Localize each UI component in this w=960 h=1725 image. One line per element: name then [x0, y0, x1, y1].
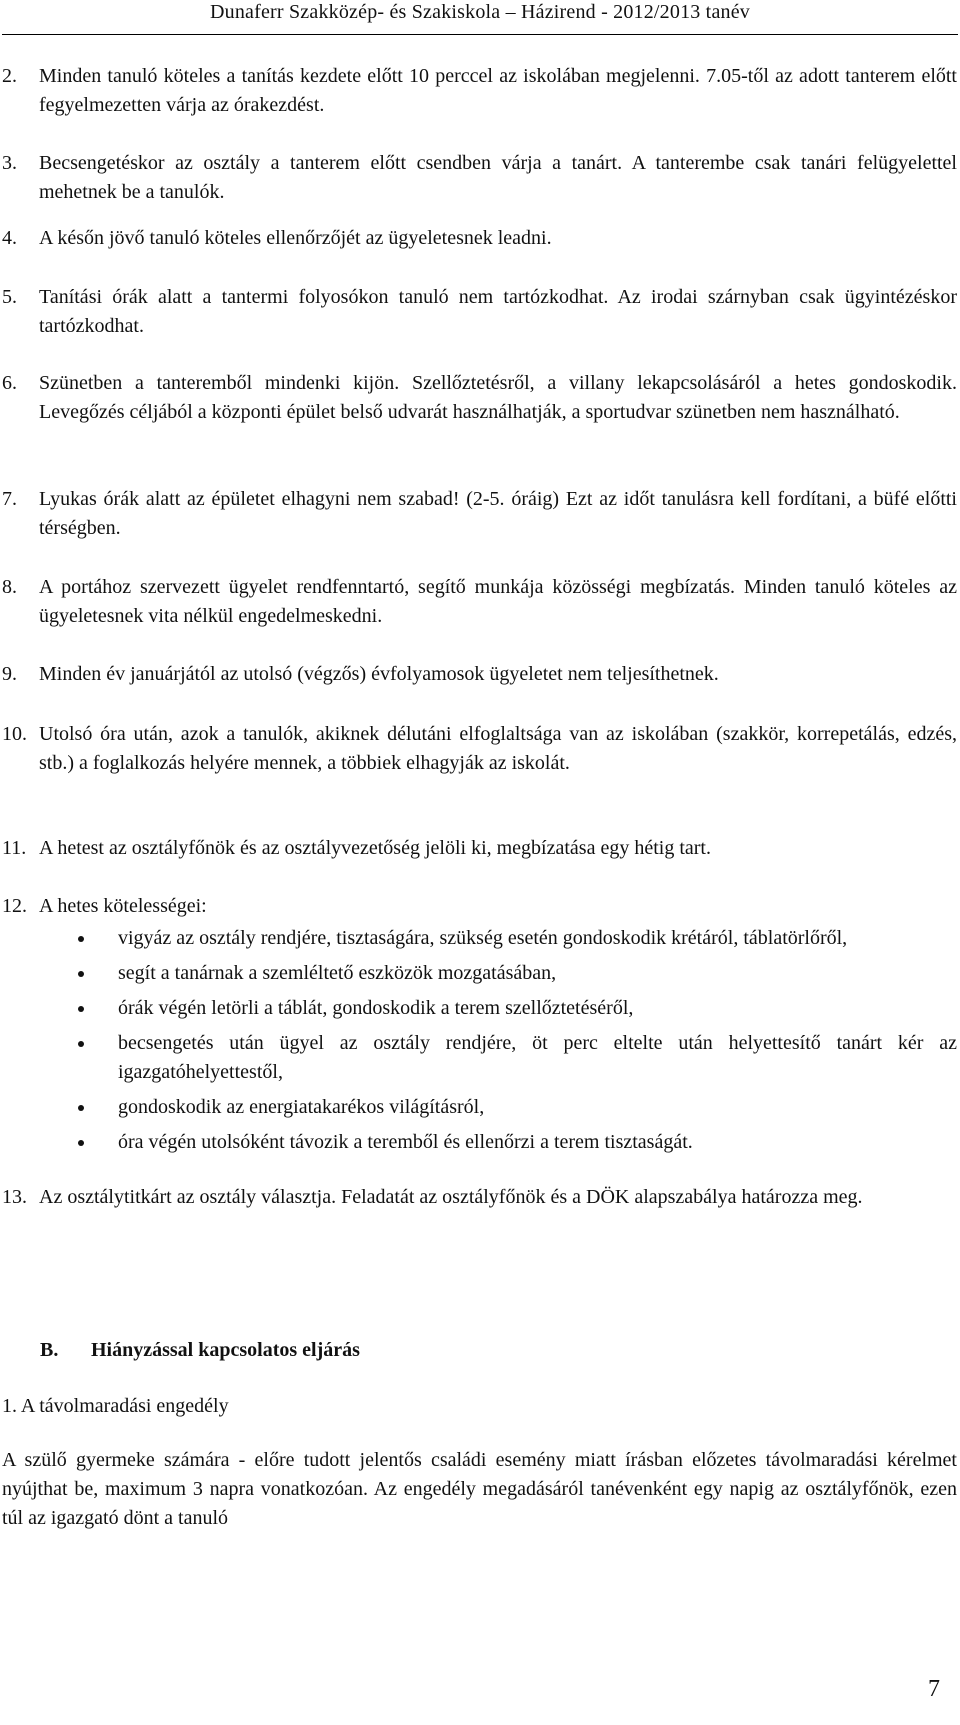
- item-text: A hetes kötelességei:: [39, 895, 207, 917]
- bullet-icon: [78, 971, 84, 977]
- rule-item-11: [2, 834, 957, 863]
- item-text: Minden tanuló köteles a tanítás kezdete előtt 10 perccel az iskolában megjelenni. 7.05-től az adott tanterem előtt fegyelmezetten várja az órakezdést.: [39, 65, 957, 116]
- rule-item-8: [2, 573, 957, 631]
- item-text: Tanítási órák alatt a tantermi folyosókon tanuló nem tartózkodhat. Az irodai szárnyban csak ügyintézéskor tartózkodhat.: [39, 286, 957, 337]
- page-number: 7: [928, 1676, 940, 1702]
- item-text: Az osztálytitkárt az osztály választja. Feladatát az osztályfőnök és a DÖK alapszabálya határozza meg.: [39, 1186, 863, 1208]
- rule-item-12: [2, 892, 957, 921]
- item-number: 9.: [2, 663, 17, 685]
- header-divider: [2, 34, 958, 35]
- page-header: Dunaferr Szakközép- és Szakiskola – Házirend - 2012/2013 tanév: [210, 1, 750, 23]
- item-text: Utolsó óra után, azok a tanulók, akiknek délutáni elfoglaltsága van az iskolában (szakkör, korrepetálás, edzés, stb.) a foglalkozás helyére mennek, a többiek elhagyják az iskolát.: [39, 723, 957, 774]
- rule-item-9: [2, 660, 957, 689]
- list-item: becsengetés után ügyel az osztály rendjére, öt perc eltelte után helyettesítő tanárt kér az igazgatóhelyettestől,: [0, 1029, 957, 1087]
- item-text: Szünetben a tanteremből mindenki kijön. Szellőztetésről, a villany lekapcsolásáról a hetes gondoskodik. Levegőzés céljából a központi épület belső udvarát használhatják, a sportudvar szünetben nem használható.: [39, 372, 957, 423]
- item-number: 13.: [2, 1186, 27, 1208]
- item-number: 7.: [2, 488, 17, 510]
- item-number: 10.: [2, 723, 27, 745]
- item-text: A portához szervezett ügyelet rendfenntartó, segítő munkája közösségi megbízatás. Minden tanuló köteles az ügyeletesnek vita nélkül engedelmeskedni.: [39, 576, 957, 627]
- subsection-heading: 1. A távolmaradási engedély: [2, 1395, 229, 1417]
- item-number: 4.: [2, 227, 17, 249]
- item-number: 2.: [2, 65, 17, 87]
- rule-item-6: [2, 369, 957, 427]
- bullet-icon: [78, 936, 84, 942]
- item-number: 6.: [2, 372, 17, 394]
- item-text: Lyukas órák alatt az épületet elhagyni nem szabad! (2-5. óráig) Ezt az időt tanulásra kell fordítani, a büfé előtti térségben.: [39, 488, 957, 539]
- item-number: 12.: [2, 895, 27, 917]
- item-number: 8.: [2, 576, 17, 598]
- list-item: vigyáz az osztály rendjére, tisztaságára, szükség esetén gondoskodik krétáról, táblatörlőről,: [0, 924, 957, 953]
- rule-item-10: [2, 720, 957, 778]
- rule-item-3: [2, 149, 957, 207]
- list-item: segít a tanárnak a szemléltető eszközök mozgatásában,: [0, 959, 957, 988]
- rule-item-4: [2, 224, 957, 253]
- rule-item-13: [2, 1183, 957, 1212]
- rule-item-5: [2, 283, 957, 341]
- body-paragraph: A szülő gyermeke számára - előre tudott jelentős családi esemény miatt írásban előzetes távolmaradási kérelmet nyújthat be, maximum 3 napra vonatkozóan. Az engedély megadásáról tanévenként egy napig az osztályfőnök, ezen túl az igazgató dönt a tanuló: [2, 1449, 957, 1529]
- item-text: Becsengetéskor az osztály a tanterem előtt csendben várja a tanárt. A tanterembe csak tanári felügyelettel mehetnek be a tanulók.: [39, 152, 957, 203]
- bullet-icon: [78, 1041, 84, 1047]
- item-number: 5.: [2, 286, 17, 308]
- list-item: órák végén letörli a táblát, gondoskodik a terem szellőztetéséről,: [0, 994, 957, 1023]
- list-item: gondoskodik az energiatakarékos világításról,: [0, 1093, 957, 1122]
- item-text: A hetest az osztályfőnök és az osztályvezetőség jelöli ki, megbízatása egy hétig tart.: [39, 837, 711, 859]
- rule-item-2: [2, 62, 957, 120]
- section-title: Hiányzással kapcsolatos eljárás: [91, 1339, 360, 1361]
- item-number: 3.: [2, 152, 17, 174]
- item-text: A későn jövő tanuló köteles ellenőrzőjét az ügyeletesnek leadni.: [39, 227, 552, 249]
- item-text: Minden év januárjától az utolsó (végzős) évfolyamosok ügyeletet nem teljesíthetnek.: [39, 663, 719, 685]
- bullet-icon: [78, 1140, 84, 1146]
- bullet-icon: [78, 1006, 84, 1012]
- hetes-duties-list: [0, 924, 957, 1163]
- list-item: óra végén utolsóként távozik a teremből és ellenőrzi a terem tisztaságát.: [0, 1128, 957, 1157]
- item-number: 11.: [2, 837, 27, 859]
- rule-item-7: [2, 485, 957, 543]
- section-letter: B.: [40, 1339, 59, 1361]
- bullet-icon: [78, 1105, 84, 1111]
- section-heading: [40, 1336, 360, 1365]
